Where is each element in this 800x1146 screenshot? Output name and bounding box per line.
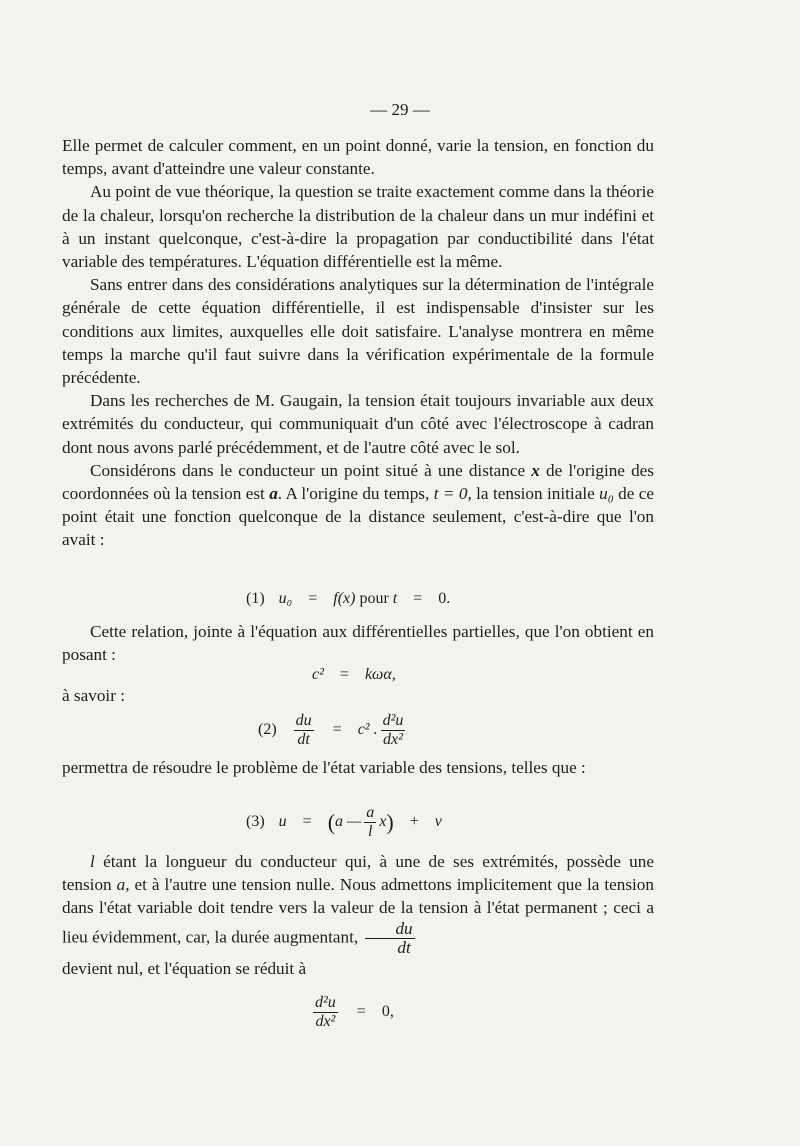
paragraph-2: Au point de vue théorique, la question se traite exactement comme dans la théorie de la chaleur, lorsqu'on recherche la distribution de la chaleur dans un mur indéfini et à un instant quelconque, c'est-à-dire la propagation par conductibilité dans l'état variable des températures. L'équation différentielle est la même. — [62, 182, 654, 272]
paragraph-6: Cette relation, jointe à l'équation aux différentielles partielles, que l'on obtient en posant : — [62, 622, 654, 665]
paragraph-1: Elle permet de calculer comment, en un point donné, varie la tension, en fonction du temps, avant d'atteindre une valeur constante. — [62, 136, 654, 179]
page-number: — 29 — — [370, 100, 430, 119]
paragraph-7: à savoir : — [62, 686, 126, 705]
equation-4: $\frac{\text{d²u}}{\text{dx²}}$ = 0, — [315, 994, 394, 1030]
text-block-permettra — [62, 756, 654, 779]
paragraph-3: Sans entrer dans des considérations analytiques sur la détermination de l'intégrale générale de cette équation différentielle, il est indispensable d'insister sur les conditions aux limites, auxquelles elle doit satisfaire. L'analyse montrera en même temps la marche qu'il faut suivre dans la vérification expérimentale de la formule précédente. — [62, 275, 654, 388]
text-block-bottom — [62, 850, 654, 980]
text-block-savoir — [62, 684, 654, 707]
equation-c2: c² = kωα, — [312, 666, 396, 683]
paragraph-10: devient nul, et l'équation se réduit à — [62, 958, 307, 978]
equation-3: (3) u = (a — $\frac{a}{l}$ x) + v — [246, 804, 442, 840]
paragraph-5: Considérons dans le conducteur un point situé à une distance x de l'origine des coordonnées où la tension est a. A l'origine du temps, t = 0, la tension initiale u₀ de ce point était une fonction quelconque de la distance seulement, c'est-à-dire que l'on avait : — [62, 460, 654, 550]
paragraph-8: permettra de résoudre le problème de l'état variable des tensions, telles que : — [62, 758, 586, 777]
paragraph-9: l étant la longueur du conducteur qui, à une de ses extrémités, possède une tension a, et à l'autre une tension nulle. Nous admettons implicitement que la tension dans l'état variable doit tendre vers la valeur de la tension à l'état permanent ; ceci a lieu évidemment, car, la durée augmentant, $\frac{du}{dt}$ — [62, 852, 654, 957]
text-block-relation — [62, 620, 654, 666]
text-block-top — [62, 134, 654, 552]
equation-2: (2) $\frac{du}{dt}$ = c² . $\frac{\text{d²u}}{\text{dx²}}$ — [258, 712, 404, 748]
paragraph-4: Dans les recherches de M. Gaugain, la tension était toujours invariable aux deux extrémités du conducteur, qui communiquait d'un côté avec l'électroscope à cadran dont nous avons parlé précédemment, et de l'autre côté avec le sol. — [62, 391, 654, 457]
equation-1: (1) u₀ = f(x) pour t = 0. — [246, 590, 451, 607]
